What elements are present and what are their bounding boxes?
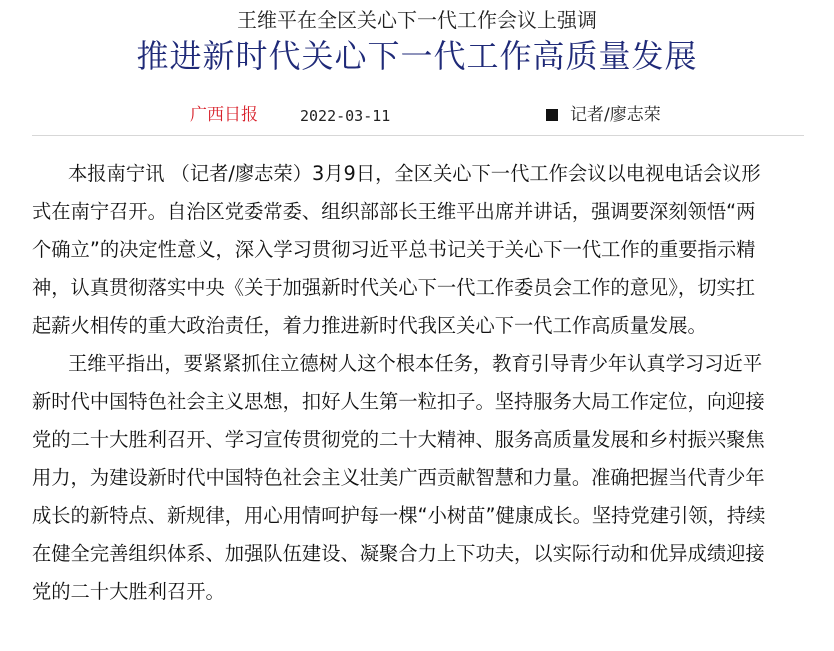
- paragraph-line: 王维平指出，要紧紧抓住立德树人这个根本任务，教育引导青少年认真学习习近平: [68, 352, 763, 375]
- paragraph-1: [32, 155, 810, 345]
- paragraph-line: 党的二十大胜利召开、学习宣传贯彻党的二十大精神、服务高质量发展和乡村振兴聚焦: [32, 428, 765, 451]
- paragraph-line: 党的二十大胜利召开。: [32, 580, 225, 603]
- paragraph-line: 式在南宁召开。自治区党委常委、组织部部长王维平出席并讲话，强调要深刻领悟“两: [32, 200, 756, 223]
- article-body: [32, 155, 810, 611]
- author-name: 记者/廖志荣: [570, 105, 661, 125]
- paragraph-line: 新时代中国特色社会主义思想，扣好人生第一粒扣子。坚持服务大局工作定位，向迎接: [32, 390, 765, 413]
- paragraph-2: [32, 345, 810, 611]
- article-headline: 推进新时代关心下一代工作高质量发展: [136, 37, 698, 75]
- source-link[interactable]: 广西日报: [190, 105, 258, 125]
- square-bullet-icon: [546, 109, 558, 121]
- paragraph-line: 神，认真贯彻落实中央《关于加强新时代关心下一代工作委员会工作的意见》，切实扛: [32, 276, 756, 299]
- paragraph-line: 在健全完善组织体系、加强队伍建设、凝聚合力上下功夫，以实际行动和优异成绩迎接: [32, 542, 765, 565]
- paragraph-line: 成长的新特点、新规律，用心用情呵护每一棵“小树苗”健康成长。坚持党建引领，持续: [32, 504, 766, 527]
- article-kicker: 王维平在全区关心下一代工作会议上强调: [237, 8, 597, 32]
- author-byline: [546, 103, 661, 127]
- paragraph-line: 本报南宁讯 （记者/廖志荣）3月9日，全区关心下一代工作会议以电视电话会议形: [68, 162, 761, 185]
- divider: [32, 135, 804, 136]
- publish-date: 2022-03-11: [300, 107, 391, 125]
- paragraph-line: 用力，为建设新时代中国特色社会主义壮美广西贡献智慧和力量。准确把握当代青少年: [32, 466, 765, 489]
- paragraph-line: 起薪火相传的重大政治责任，着力推进新时代我区关心下一代工作高质量发展。: [32, 314, 707, 337]
- paragraph-line: 个确立”的决定性意义，深入学习贯彻习近平总书记关于关心下一代工作的重要指示精: [32, 238, 756, 261]
